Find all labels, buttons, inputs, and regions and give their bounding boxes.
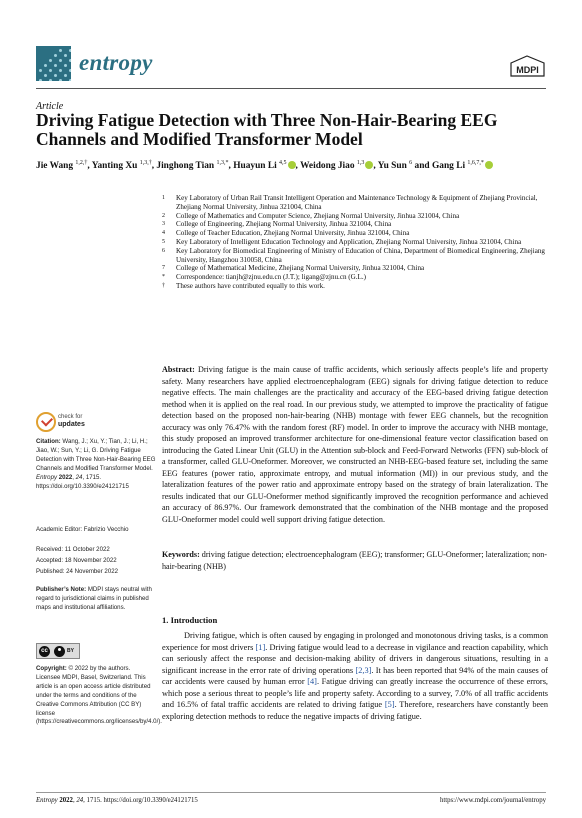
author-name: Yu Sun — [377, 161, 410, 172]
affiliation-number: 1 — [162, 195, 165, 201]
paragraph-text: . Fatigue driving can greatly increase the occurrence of these errors, which pose a serious threat to people’s life and property safety. According to a survey, 7.0% of all traffic accidents and 16.5% of fatal traffic accidents are related to driving fatigue — [162, 677, 548, 709]
author-name: Weidong Jiao — [300, 161, 357, 172]
article-title: Driving Fatigue Detection with Three Non-Hair-Bearing EEG Channels and Modified Transformer Model — [36, 110, 498, 149]
by-label: BY — [67, 648, 74, 654]
affiliation-text: College of Mathematical Medicine, Zhejiang Normal University, Jinhua 321004, China — [176, 264, 425, 273]
footer-divider — [36, 792, 546, 793]
author-name: Gang Li — [431, 161, 468, 172]
abstract: Abstract: Driving fatigue is the main cause of traffic accidents, which seriously affects people’s life and property safety. Many researchers have applied electroencephalogram (EEG) signals for driving fatigue detection to reduce negative effects. The main challenges are the practicality and accuracy of the EEG-based driving fatigue detection method when it is applied on the real road. In our previous study, we attempted to improve the practicality of fatigue detection based on the proposed non-hair-bearing (NHB) montage with fewer EEG channels, but the recognition accuracy was only 76.47% with the random forest (RF) model. In order to improve the accuracy with NHB montage, this study proposed an improved transformer architecture for one-dimensional feature vector classification based on introducing the Gated Linear Unit (GLU) in the Attention sub-block and Feed-Forward Networks (FFN) sub-block of a transformer, called GLU-Oneformer. Moreover, we constructed an NHB-EEG-based feature set, including the same EEG features (power ratio, approximate entropy, and mutual information (MI)) in our previous study, and the lateralization features of the power ratio and approximate entropy based on the strategy of brain lateralization. The results indicated that our GLU-Oneformer method significantly improved the recognition performance and achieved an accuracy of 86.97%. Our framework demonstrated that the combination of the NHB montage and the proposed GLU-Oneformer model could well support driving fatigue detection. — [162, 365, 549, 524]
publisher-logo — [509, 55, 546, 77]
received-date: Received: 11 October 2022 — [36, 546, 110, 553]
affiliation-number: 3 — [162, 221, 165, 228]
footer-citation: Entropy 2022, 24, 1715. https://doi.org/10.3390/e24121715 — [36, 797, 198, 804]
copyright-notice: Copyright: © 2022 by the authors. Licensee MDPI, Basel, Switzerland. This article is an open access article distributed under the terms and conditions of the Creative Commons Attribution (CC BY) license (https://creativecommons.org/licenses/by/4.0/). — [36, 665, 162, 726]
orcid-icon[interactable] — [485, 161, 493, 169]
header-divider — [36, 88, 546, 89]
footer-journal-link[interactable]: https://www.mdpi.com/journal/entropy — [439, 797, 546, 804]
affiliation-item — [162, 238, 552, 247]
academic-editor: Academic Editor: Fabrizio Vecchio — [36, 526, 129, 533]
author-affiliation-marks: 6 — [409, 160, 413, 166]
person-icon — [54, 646, 65, 657]
affiliation-text: Key Laboratory of Intelligent Education Technology and Application, Zhejiang Normal University, Jinhua 321004, China — [176, 237, 522, 246]
cc-icon: cc — [39, 646, 50, 657]
author-name: Jinghong Tian — [156, 161, 217, 172]
author-list: Jie Wang $^{1,2,\dagger}$, Yanting Xu $^{1,3,\dagger}$, Jinghong Tian $^{1,3,*}$, Huayun Li $^{4,5}$ , Weidong Jiao $^{1,3}$ , Yu Sun $^6$ and Gang Li $^{1,6,7,*}$ — [36, 160, 556, 171]
affiliation-text: Key Laboratory for Biomedical Engineering of Ministry of Education of China, Department of Biomedical Engineering, Zhejiang University, Hangzhou 310058, China — [176, 246, 545, 264]
affiliation-item — [162, 282, 552, 291]
affiliation-item — [162, 247, 552, 265]
affiliation-number: 7 — [162, 265, 165, 272]
author-affiliation-marks: 1,6,7,* — [467, 160, 484, 166]
affiliation-item — [162, 273, 552, 282]
publisher-logo-text: MDPI — [516, 65, 539, 75]
reference-link[interactable]: [5] — [384, 700, 395, 709]
paragraph-text: Driving fatigue, which is often caused by engaging in prolonged and monotonous driving tasks, is a common experience for most drivers — [162, 631, 548, 652]
accepted-date: Accepted: 18 November 2022 — [36, 557, 117, 564]
section-heading: 1. Introduction — [162, 615, 218, 625]
author-name: Yanting Xu — [91, 161, 140, 172]
author-affiliation-marks: 1,2,† — [75, 160, 88, 166]
affiliation-item — [162, 229, 552, 238]
affiliation-text: College of Engineering, Zhejiang Normal University, Jinhua 321004, China — [176, 220, 392, 229]
publishers-note: Publisher’s Note: MDPI stays neutral with regard to jurisdictional claims in published maps and institutional affiliations. — [36, 586, 152, 611]
author-name: Huayun Li — [233, 161, 280, 172]
reference-link[interactable]: [2,3] — [355, 665, 372, 675]
affiliation-item — [162, 264, 552, 273]
article-type: Article — [36, 101, 64, 112]
affiliation-number: 4 — [162, 230, 165, 237]
affiliation-item — [162, 194, 552, 212]
affiliation-number: 6 — [162, 247, 165, 254]
affiliation-number: 2 — [162, 212, 165, 219]
affiliation-text: Correspondence: tianjh@zjnu.edu.cn (J.T.); ligang@zjnu.cn (G.L.) — [176, 273, 367, 282]
affiliation-item — [162, 220, 552, 229]
affiliation-text: These authors have contributed equally to this work. — [176, 281, 325, 290]
paragraph-text: . Driving fatigue would lead to a decrease in vigilance and reaction capability, which can seriously affect the response and decision-making ability of drivers in dangerous situations, resulting in a significant increase in the error rate of driving operations — [162, 642, 548, 675]
author-affiliation-marks: 1,3,* — [216, 160, 229, 166]
journal-name: entropy — [79, 50, 153, 75]
published-date: Published: 24 November 2022 — [36, 568, 118, 575]
affiliations — [162, 194, 552, 291]
paragraph-text: . It has been reported that 94% of the main causes of car accidents were caused by human error — [162, 665, 548, 686]
affiliation-item — [162, 212, 552, 221]
affiliation-number: 5 — [162, 238, 165, 245]
journal-logo — [36, 46, 71, 81]
affiliation-number: † — [162, 282, 165, 289]
check-updates-icon — [36, 412, 56, 432]
reference-link[interactable]: [1] — [255, 642, 266, 652]
affiliation-text: College of Mathematics and Computer Science, Zhejiang Normal University, Jinhua 321004, China — [176, 211, 460, 220]
affiliation-text: College of Teacher Education, Zhejiang Normal University, Jinhua 321004, China — [176, 229, 410, 238]
reference-link[interactable]: [4] — [307, 677, 317, 686]
check-updates-label: check for updates — [58, 414, 85, 428]
author-affiliation-marks: 1,3 — [356, 160, 365, 166]
check-for-updates-button[interactable] — [36, 412, 96, 434]
orcid-icon[interactable] — [288, 161, 296, 169]
cc-by-license-badge[interactable] — [36, 643, 80, 659]
author-affiliation-marks: 4,5 — [279, 160, 287, 166]
author-name: Jie Wang — [36, 161, 76, 172]
citation-block: Citation: Wang, J.; Xu, Y.; Tian, J.; Li, H.; Jiao, W.; Sun, Y.; Li, G. Driving Fatigue Detection with Three Non-Hair-Bearing EEG Channels and Modified Transformer Model. Entropy 2022, 24, 1715. https://doi.org/10.3390/e24121715 — [36, 438, 156, 490]
author-affiliation-marks: 1,3,† — [139, 160, 152, 166]
affiliation-number: * — [162, 274, 165, 281]
orcid-icon[interactable] — [365, 161, 373, 169]
introduction-paragraph — [162, 630, 548, 722]
keywords: Keywords: driving fatigue detection; electroencephalogram (EEG); transformer; GLU-Oneformer; lateralization; non-hair-bearing (NHB) — [162, 550, 547, 571]
affiliation-text: Key Laboratory of Urban Rail Transit Intelligent Operation and Maintenance Technology & Equipment of Zhejiang Provincial, Zhejiang Normal University, Jinhua 321004, China — [176, 194, 538, 211]
paragraph-text: . Therefore, researchers have constantly been exploring detection methods to reduce the negative impacts of driving fatigue. — [162, 700, 548, 721]
